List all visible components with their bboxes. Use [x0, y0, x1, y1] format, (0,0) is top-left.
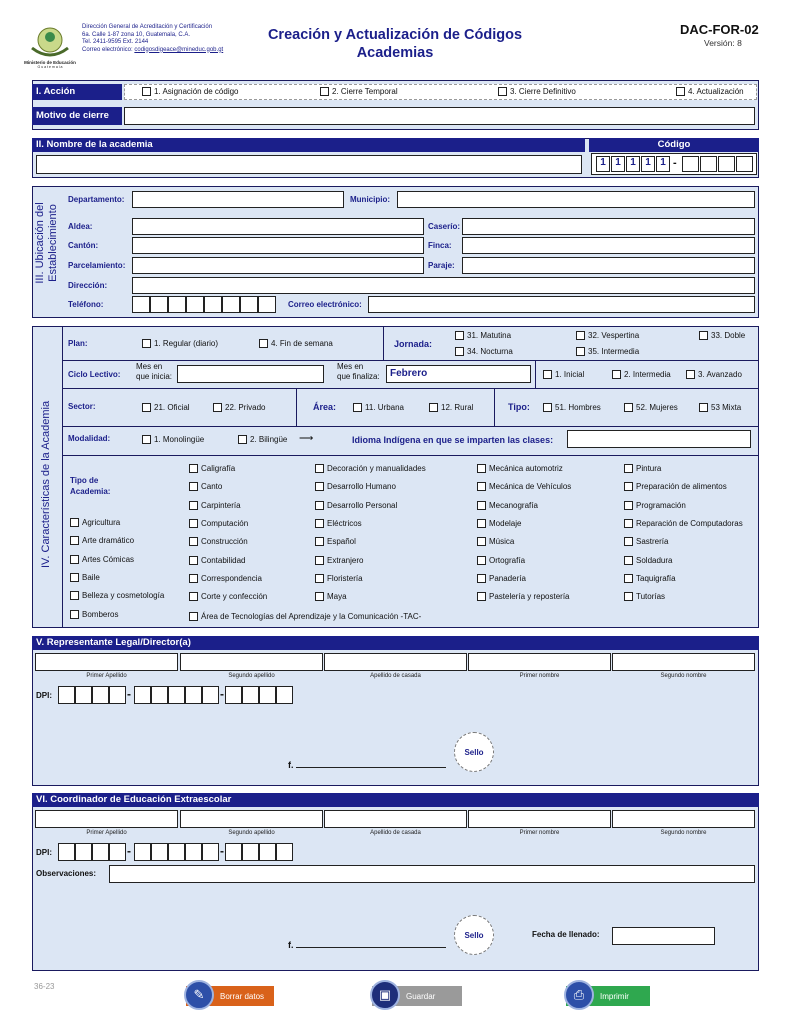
modalidad-label: Modalidad: — [68, 434, 111, 443]
org-line: Tel. 2411-9595 Ext. 2144 — [82, 39, 149, 45]
academia-option[interactable]: Ortografía — [477, 556, 525, 565]
finca-label: Finca: — [428, 241, 452, 250]
checkbox[interactable] — [189, 482, 198, 491]
jornada-vespertina-option[interactable]: 32. Vespertina — [576, 331, 639, 340]
academia-option[interactable]: Eléctricos — [315, 519, 362, 528]
arrow-right-icon: ⟶ — [299, 433, 314, 444]
dpi-digit[interactable] — [58, 843, 75, 861]
sector-oficial-option[interactable]: 21. Oficial — [142, 403, 190, 412]
logo-text: Ministerio de Educación — [24, 60, 76, 65]
telefono-digit[interactable] — [168, 296, 186, 313]
coat-of-arms-icon — [22, 22, 78, 58]
codigo-digit[interactable]: 1 — [641, 156, 655, 172]
col-divider — [296, 388, 297, 426]
checkbox[interactable] — [142, 435, 151, 444]
checkbox[interactable] — [477, 592, 486, 601]
academia-option[interactable]: Artes Cómicas — [70, 555, 134, 564]
departamento-label: Departamento: — [68, 195, 125, 204]
ubicacion-vertical-label: III. Ubicación del Establecimiento — [34, 202, 59, 284]
dpi-digit[interactable] — [92, 843, 109, 861]
checkbox[interactable] — [612, 370, 621, 379]
tipo-mujeres-option[interactable]: 52. Mujeres — [624, 403, 678, 412]
academia-option[interactable]: Soldadura — [624, 556, 672, 565]
nombre-academia-input[interactable] — [36, 155, 582, 174]
logo — [22, 22, 78, 69]
academia-option[interactable]: Mecanografía — [477, 501, 538, 510]
jornada-matutina-option[interactable]: 31. Matutina — [455, 331, 511, 340]
checkbox[interactable] — [142, 87, 151, 96]
checkbox[interactable] — [477, 501, 486, 510]
direccion-input[interactable] — [132, 277, 755, 294]
logo-sub: G u a t e m a l a — [37, 65, 63, 69]
name-field-label: Segundo nombre — [660, 673, 707, 679]
checkbox[interactable] — [699, 403, 708, 412]
dpi-digit[interactable] — [225, 686, 242, 704]
nombre-title: II. Nombre de la academia — [32, 138, 585, 152]
aldea-label: Aldea: — [68, 222, 93, 231]
representante-title: V. Representante Legal/Director(a) — [32, 636, 759, 650]
checkbox[interactable] — [315, 592, 324, 601]
nivel-intermedia-option[interactable]: 2. Intermedia — [612, 370, 671, 379]
dpi-digit[interactable] — [58, 686, 75, 704]
motivo-cierre-input[interactable] — [124, 107, 755, 125]
name-field-label: Segundo apellido — [228, 830, 275, 836]
checkbox[interactable] — [624, 574, 633, 583]
row-divider — [62, 388, 759, 389]
org-info — [82, 24, 223, 54]
name-input[interactable] — [35, 810, 178, 828]
telefono-label: Teléfono: — [68, 300, 104, 309]
codigo-digit[interactable] — [682, 156, 699, 172]
academia-option[interactable]: Modelaje — [477, 519, 521, 528]
tipo-mixta-option[interactable]: 53 Mixta — [699, 403, 741, 412]
checkbox[interactable] — [189, 592, 198, 601]
checkbox[interactable] — [477, 574, 486, 583]
fecha-llenado-label: Fecha de llenado: — [532, 930, 600, 939]
academia-option[interactable]: Decoración y manualidades — [315, 464, 426, 473]
checkbox[interactable] — [315, 501, 324, 510]
checkbox[interactable] — [477, 556, 486, 565]
academia-option[interactable]: Preparación de alimentos — [624, 482, 727, 491]
name-field-label: Primer nombre — [519, 830, 560, 836]
dpi-digit[interactable] — [202, 686, 219, 704]
option-cierre-temporal[interactable]: 2. Cierre Temporal — [320, 87, 398, 96]
email-label: Correo electrónico: — [82, 46, 133, 53]
academia-option[interactable]: Baile — [70, 573, 100, 582]
name-field-label: Apellido de casada — [370, 673, 421, 679]
checkbox[interactable] — [477, 482, 486, 491]
academia-option[interactable]: Español — [315, 537, 356, 546]
dpi-label: DPI: — [36, 691, 52, 700]
dpi-label: DPI: — [36, 848, 52, 857]
name-field-label: Primer Apellido — [86, 673, 127, 679]
codigo-digit[interactable]: 1 — [611, 156, 625, 172]
checkbox[interactable] — [189, 537, 198, 546]
firma-line: f. — [288, 940, 446, 950]
firma-line: f. — [288, 760, 446, 770]
name-input[interactable] — [468, 653, 611, 671]
checkbox[interactable] — [315, 556, 324, 565]
name-field-label: Segundo apellido — [228, 673, 275, 679]
academia-option[interactable]: Corte y confección — [189, 592, 267, 601]
mes-fin-label: Mes en que finaliza: — [337, 362, 380, 381]
codigo-digit[interactable]: 1 — [596, 156, 610, 172]
codigo-digit[interactable] — [736, 156, 753, 172]
jornada-nocturna-option[interactable]: 34. Nocturna — [455, 347, 513, 356]
checkbox[interactable] — [686, 370, 695, 379]
dpi-digit[interactable] — [242, 686, 259, 704]
correo-label: Correo electrónico: — [288, 300, 362, 309]
checkbox[interactable] — [477, 519, 486, 528]
municipio-label: Municipio: — [350, 195, 390, 204]
dpi-digit[interactable] — [185, 843, 202, 861]
dpi-dash: - — [220, 844, 224, 858]
academia-option[interactable]: Pastelería y repostería — [477, 592, 569, 601]
checkbox[interactable] — [624, 519, 633, 528]
checkbox[interactable] — [429, 403, 438, 412]
academia-option[interactable]: Mecánica de Vehículos — [477, 482, 571, 491]
sello-stamp: Sello — [454, 915, 494, 955]
motivo-label: Motivo de cierre — [32, 107, 122, 125]
nivel-avanzado-option[interactable]: 3. Avanzado — [686, 370, 742, 379]
coordinador-title: VI. Coordinador de Educación Extraescolar — [32, 793, 759, 807]
name-input[interactable] — [612, 653, 755, 671]
academia-option[interactable]: Construcción — [189, 537, 248, 546]
academia-option[interactable]: Belleza y cosmetología — [70, 591, 164, 600]
name-input[interactable] — [612, 810, 755, 828]
nivel-inicial-option[interactable]: 1. Inicial — [543, 370, 584, 379]
checkbox[interactable] — [455, 347, 464, 356]
name-field-label: Primer nombre — [519, 673, 560, 679]
ciclo-label: Ciclo Lectivo: — [68, 370, 121, 379]
checkbox[interactable] — [624, 482, 633, 491]
checkbox[interactable] — [315, 464, 324, 473]
observaciones-label: Observaciones: — [36, 869, 97, 878]
checkbox[interactable] — [624, 403, 633, 412]
org-line: 6a. Calle 1-87 zona 10, Guatemala, C.A. — [82, 31, 191, 38]
dpi-digit[interactable] — [151, 686, 168, 704]
form-version: Versión: 8 — [704, 38, 742, 48]
jornada-doble-option[interactable]: 33. Doble — [699, 331, 745, 340]
academia-option[interactable]: Computación — [189, 519, 248, 528]
accion-title: I. Acción — [32, 84, 122, 100]
checkbox[interactable] — [477, 464, 486, 473]
codigo-digit[interactable] — [718, 156, 735, 172]
row-divider — [62, 426, 759, 427]
parcelamiento-input[interactable] — [132, 257, 424, 274]
guardar-button[interactable]: ▣ Guardar — [372, 986, 462, 1006]
checkbox[interactable] — [189, 501, 198, 510]
name-input[interactable] — [180, 653, 323, 671]
parcelamiento-label: Parcelamiento: — [68, 261, 126, 270]
checkbox[interactable] — [624, 592, 633, 601]
tipo-hombres-option[interactable]: 51. Hombres — [543, 403, 601, 412]
col-divider — [494, 388, 495, 426]
footer-code: 36-23 — [34, 982, 55, 991]
checkbox[interactable] — [315, 519, 324, 528]
save-icon: ▣ — [370, 980, 400, 1010]
codigo-dash: - — [673, 157, 677, 169]
area-urbana-option[interactable]: 11. Urbana — [353, 403, 404, 412]
academia-option[interactable]: Contabilidad — [189, 556, 245, 565]
caracteristicas-vertical-label: IV. Características de la Academia — [40, 400, 52, 568]
observaciones-input[interactable] — [109, 865, 755, 883]
mes-fin-input[interactable]: Febrero — [386, 365, 531, 383]
dpi-digit[interactable] — [134, 686, 151, 704]
row-divider — [62, 455, 759, 456]
dpi-digit[interactable] — [168, 843, 185, 861]
dpi-digit[interactable] — [259, 686, 276, 704]
municipio-input[interactable] — [397, 191, 755, 208]
jornada-label: Jornada: — [394, 339, 433, 349]
academia-option[interactable]: Reparación de Computadoras — [624, 519, 743, 528]
codigo-digit[interactable]: 1 — [626, 156, 640, 172]
academia-option[interactable]: Maya — [315, 592, 347, 601]
checkbox[interactable] — [189, 574, 198, 583]
checkbox[interactable] — [189, 612, 198, 621]
telefono-digit[interactable] — [258, 296, 276, 313]
area-label: Área: — [313, 402, 337, 412]
area-rural-option[interactable]: 12. Rural — [429, 403, 473, 412]
academia-option[interactable]: Correspondencia — [189, 574, 262, 583]
checkbox[interactable] — [315, 574, 324, 583]
paraje-input[interactable] — [462, 257, 755, 274]
academia-option[interactable]: Taquigrafía — [624, 574, 676, 583]
departamento-input[interactable] — [132, 191, 344, 208]
email-link[interactable]: codigosdigeace@mineduc.gob.gt — [134, 46, 224, 53]
checkbox[interactable] — [543, 403, 552, 412]
academia-option[interactable]: Arte dramático — [70, 536, 134, 545]
checkbox[interactable] — [70, 518, 79, 527]
name-input[interactable] — [324, 653, 467, 671]
telefono-digit[interactable] — [150, 296, 168, 313]
canton-label: Cantón: — [68, 241, 99, 250]
dpi-digit[interactable] — [92, 686, 109, 704]
modalidad-bilingue-option[interactable]: 2. Bilingüe — [238, 435, 287, 444]
dpi-dash: - — [127, 687, 131, 701]
name-input[interactable] — [468, 810, 611, 828]
finca-input[interactable] — [462, 237, 755, 254]
plan-label: Plan: — [68, 339, 88, 348]
org-line: Dirección General de Acreditación y Certificación — [82, 24, 213, 30]
plan-regular-option[interactable]: 1. Regular (diario) — [142, 339, 218, 348]
dpi-dash: - — [220, 687, 224, 701]
direccion-label: Dirección: — [68, 281, 108, 290]
checkbox[interactable] — [142, 339, 151, 348]
dpi-digit[interactable] — [225, 843, 242, 861]
form-code: DAC-FOR-02 — [680, 22, 759, 37]
checkbox[interactable] — [477, 537, 486, 546]
academia-option[interactable]: Desarrollo Personal — [315, 501, 397, 510]
dpi-digit[interactable] — [134, 843, 151, 861]
name-field-label: Primer Apellido — [86, 830, 127, 836]
dpi-digit[interactable] — [276, 843, 293, 861]
academia-option[interactable]: Canto — [189, 482, 222, 491]
checkbox[interactable] — [189, 519, 198, 528]
broom-icon: ✎ — [184, 980, 214, 1010]
sector-privado-option[interactable]: 22. Privado — [213, 403, 265, 412]
checkbox[interactable] — [238, 435, 247, 444]
academia-option[interactable]: Carpintería — [189, 501, 241, 510]
checkbox[interactable] — [624, 556, 633, 565]
checkbox[interactable] — [259, 339, 268, 348]
checkbox[interactable] — [315, 537, 324, 546]
checkbox[interactable] — [576, 331, 585, 340]
checkbox[interactable] — [142, 403, 151, 412]
dpi-digit[interactable] — [202, 843, 219, 861]
telefono-digit[interactable] — [222, 296, 240, 313]
correo-input[interactable] — [368, 296, 755, 313]
codigo-digit[interactable] — [700, 156, 717, 172]
dpi-digit[interactable] — [109, 686, 126, 704]
canton-input[interactable] — [132, 237, 424, 254]
dpi-digit[interactable] — [276, 686, 293, 704]
plan-fin-semana-option[interactable]: 4. Fin de semana — [259, 339, 333, 348]
dpi-digit[interactable] — [75, 843, 92, 861]
academia-option[interactable]: Pintura — [624, 464, 661, 473]
dpi-digit[interactable] — [185, 686, 202, 704]
academia-option[interactable]: Agricultura — [70, 518, 120, 527]
dpi-digit[interactable] — [168, 686, 185, 704]
name-field-label: Segundo nombre — [660, 830, 707, 836]
title-line-1: Creación y Actualización de Códigos — [267, 27, 523, 43]
fecha-llenado-input[interactable] — [612, 927, 715, 945]
telefono-digit[interactable] — [132, 296, 150, 313]
academia-option[interactable]: Programación — [624, 501, 686, 510]
checkbox[interactable] — [543, 370, 552, 379]
academia-option[interactable]: Floristería — [315, 574, 363, 583]
checkbox[interactable] — [70, 555, 79, 564]
sector-label: Sector: — [68, 402, 96, 411]
telefono-digit[interactable] — [204, 296, 222, 313]
col-divider — [535, 360, 536, 388]
academia-option[interactable]: Música — [477, 537, 514, 546]
idioma-input[interactable] — [567, 430, 751, 448]
checkbox[interactable] — [624, 537, 633, 546]
dpi-digit[interactable] — [75, 686, 92, 704]
title-line-2: Academias — [356, 45, 434, 61]
checkbox[interactable] — [699, 331, 708, 340]
checkbox[interactable] — [315, 482, 324, 491]
checkbox[interactable] — [353, 403, 362, 412]
codigo-title: Código — [589, 138, 759, 152]
checkbox[interactable] — [70, 591, 79, 600]
telefono-digit[interactable] — [240, 296, 258, 313]
sello-stamp: Sello — [454, 732, 494, 772]
academia-option[interactable]: Bomberos — [70, 610, 118, 619]
academia-option-tac[interactable]: Área de Tecnologías del Aprendizaje y la Comunicación -TAC- — [189, 612, 421, 621]
printer-icon: ⎙ — [564, 980, 594, 1010]
row-divider — [62, 360, 759, 361]
checkbox[interactable] — [498, 87, 507, 96]
dpi-digit[interactable] — [109, 843, 126, 861]
academia-option[interactable]: Extranjero — [315, 556, 363, 565]
checkbox[interactable] — [189, 464, 198, 473]
academia-option[interactable]: Caligrafía — [189, 464, 235, 473]
checkbox[interactable] — [676, 87, 685, 96]
borrar-datos-button[interactable]: ✎ Borrar datos — [186, 986, 274, 1006]
jornada-intermedia-option[interactable]: 35. Intermedia — [576, 347, 639, 356]
checkbox[interactable] — [213, 403, 222, 412]
checkbox[interactable] — [624, 501, 633, 510]
col-divider — [383, 326, 384, 360]
checkbox[interactable] — [70, 610, 79, 619]
name-input[interactable] — [35, 653, 178, 671]
academia-option[interactable]: Desarrollo Humano — [315, 482, 396, 491]
tipo-academia-label: Tipo de Academia: — [70, 476, 111, 496]
checkbox[interactable] — [624, 464, 633, 473]
option-cierre-definitivo[interactable]: 3. Cierre Definitivo — [498, 87, 576, 96]
checkbox[interactable] — [576, 347, 585, 356]
mes-inicio-input[interactable] — [177, 365, 324, 383]
option-asignacion[interactable]: 1. Asignación de código — [142, 87, 239, 96]
modalidad-monolingue-option[interactable]: 1. Monolingüe — [142, 435, 204, 444]
aldea-input[interactable] — [132, 218, 424, 235]
dpi-dash: - — [127, 844, 131, 858]
imprimir-button[interactable]: ⎙ Imprimir — [566, 986, 650, 1006]
checkbox[interactable] — [70, 573, 79, 582]
dpi-digit[interactable] — [151, 843, 168, 861]
caserio-input[interactable] — [462, 218, 755, 235]
codigo-digit[interactable]: 1 — [656, 156, 670, 172]
academia-option[interactable]: Mecánica automotriz — [477, 464, 563, 473]
dpi-digit[interactable] — [242, 843, 259, 861]
idioma-label: Idioma Indígena en que se imparten las clases: — [352, 435, 554, 445]
paraje-label: Paraje: — [428, 261, 455, 270]
academia-option[interactable]: Tutorías — [624, 592, 665, 601]
name-field-label: Apellido de casada — [370, 830, 421, 836]
checkbox[interactable] — [455, 331, 464, 340]
name-input[interactable] — [180, 810, 323, 828]
mes-inicio-label: Mes en que inicia: — [136, 362, 173, 381]
tipo-label: Tipo: — [508, 402, 530, 412]
academia-option[interactable]: Sastrería — [624, 537, 668, 546]
caserio-label: Caserío: — [428, 222, 461, 231]
academia-option[interactable]: Panadería — [477, 574, 526, 583]
telefono-digit[interactable] — [186, 296, 204, 313]
checkbox[interactable] — [189, 556, 198, 565]
name-input[interactable] — [324, 810, 467, 828]
page-title — [240, 26, 550, 62]
option-actualizacion[interactable]: 4. Actualización — [676, 87, 744, 96]
checkbox[interactable] — [70, 536, 79, 545]
dpi-digit[interactable] — [259, 843, 276, 861]
checkbox[interactable] — [320, 87, 329, 96]
